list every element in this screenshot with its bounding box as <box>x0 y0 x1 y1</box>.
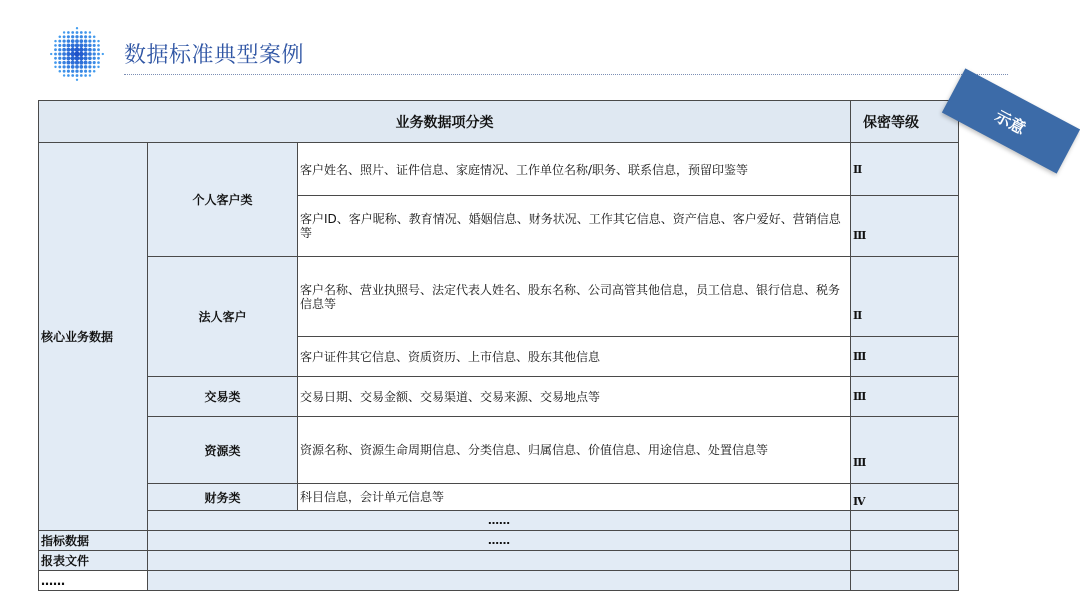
header-level: 保密等级 <box>851 101 959 143</box>
logo-dot <box>79 61 83 65</box>
group-personal: 个人客户类 <box>148 143 298 257</box>
logo-dot <box>54 44 57 47</box>
logo-dot <box>59 70 62 73</box>
logo-dot <box>79 43 83 47</box>
logo-sphere-icon <box>46 24 108 84</box>
blank-cell <box>851 531 959 551</box>
item-cell: 资源名称、资源生命周期信息、分类信息、归属信息、价值信息、用途信息、处置信息等 <box>298 417 851 484</box>
logo-dot <box>84 48 88 52</box>
logo-dot <box>97 57 100 60</box>
logo-dot <box>88 65 91 68</box>
logo-dot <box>71 39 75 43</box>
logo-dot <box>88 70 91 73</box>
level-cell: Ⅳ <box>851 484 959 511</box>
logo-dot <box>93 40 96 43</box>
logo-dot <box>63 74 65 76</box>
logo-dot <box>63 40 66 43</box>
logo-dot <box>76 31 79 34</box>
logo-dot <box>58 61 61 64</box>
logo-dot <box>59 36 62 39</box>
blank-cell <box>851 511 959 531</box>
logo-dot <box>66 43 70 47</box>
logo-dot <box>88 56 92 60</box>
logo-dot <box>88 35 91 38</box>
logo-dot <box>71 31 74 34</box>
item-cell: 科目信息，会计单元信息等 <box>298 484 851 511</box>
logo-dot <box>54 57 57 60</box>
report-files-label: 报表文件 <box>39 551 148 571</box>
logo-dot <box>67 70 70 73</box>
logo-dot <box>58 40 61 43</box>
logo-dot <box>63 35 66 38</box>
title-divider <box>124 74 1008 75</box>
logo-dot <box>70 52 75 57</box>
logo-dot <box>62 52 66 56</box>
logo-dot <box>70 47 75 52</box>
logo-dot <box>75 56 80 61</box>
logo-dot <box>66 48 70 52</box>
logo-dot <box>80 31 83 34</box>
blank-cell <box>148 571 851 591</box>
logo-dot <box>62 56 66 60</box>
logo-dot <box>71 70 74 73</box>
logo-dot <box>80 35 83 38</box>
level-cell: Ⅲ <box>851 196 959 257</box>
logo-dot <box>63 70 66 73</box>
logo-dot <box>75 39 79 43</box>
logo-dot <box>88 61 92 65</box>
logo-dot <box>84 65 88 69</box>
logo-dot <box>54 61 57 64</box>
item-cell: 客户姓名、照片、证件信息、家庭情况、工作单位名称/职务、联系信息，预留印鉴等 <box>298 143 851 196</box>
sample-badge <box>942 68 1080 173</box>
more-rows-label: …… <box>39 571 148 591</box>
logo-dot <box>79 65 83 69</box>
logo-dot <box>70 56 75 61</box>
logo-dot <box>79 47 84 52</box>
logo-dot <box>97 48 100 51</box>
level-cell: Ⅲ <box>851 337 959 377</box>
logo-dot <box>50 53 52 55</box>
indicator-ellipsis: …… <box>148 531 851 551</box>
logo-dot <box>93 36 96 39</box>
logo-dot <box>88 52 92 56</box>
logo-dot <box>93 44 96 47</box>
logo-dot <box>75 65 79 69</box>
logo-dot <box>67 39 71 43</box>
logo-dot <box>83 52 87 56</box>
logo-dot <box>76 74 79 77</box>
logo-dot <box>84 56 88 60</box>
logo-dot <box>54 40 56 42</box>
logo-dot <box>80 74 83 77</box>
blank-cell <box>148 551 851 571</box>
logo-dot <box>84 74 87 77</box>
level-cell: Ⅱ <box>851 257 959 337</box>
group-finance: 财务类 <box>148 484 298 511</box>
logo-dot <box>63 31 65 33</box>
logo-dot <box>66 61 70 65</box>
logo-dot <box>89 31 91 33</box>
logo-dot <box>71 61 75 65</box>
logo-dot <box>62 44 66 48</box>
logo-dot <box>67 65 71 69</box>
logo-dot <box>66 56 70 60</box>
level-cell: Ⅲ <box>851 417 959 484</box>
logo-dot <box>97 61 100 64</box>
indicator-data-label: 指标数据 <box>39 531 148 551</box>
blank-cell <box>851 551 959 571</box>
logo-dot <box>93 57 96 60</box>
logo-dot <box>63 65 66 68</box>
logo-dot <box>75 43 79 47</box>
logo-dot <box>67 35 70 38</box>
logo-dot <box>54 48 57 51</box>
logo-dot <box>93 48 96 51</box>
logo-dot <box>54 66 56 68</box>
logo-dot <box>84 43 88 47</box>
logo-dot <box>58 52 61 55</box>
logo-dot <box>75 60 79 64</box>
core-ellipsis: …… <box>148 511 851 531</box>
logo-dot <box>79 52 84 57</box>
item-cell: 客户ID、客户昵称、教育情况、婚姻信息、财务状况、工作其它信息、资产信息、客户爱好、营销信息等 <box>298 196 851 257</box>
logo-dot <box>97 66 99 68</box>
logo-dot <box>58 44 61 47</box>
logo-dot <box>84 39 88 43</box>
logo-dot <box>67 74 70 77</box>
logo-dot <box>75 47 80 52</box>
logo-dot <box>79 39 83 43</box>
logo-dot <box>84 35 87 38</box>
logo-dot <box>58 57 61 60</box>
data-classification-table <box>38 100 959 591</box>
logo-dot <box>102 53 104 55</box>
logo-dot <box>88 48 92 52</box>
header-category: 业务数据项分类 <box>39 101 851 143</box>
logo-dot <box>84 31 87 34</box>
logo-dot <box>67 31 70 34</box>
sample-badge-label: 示意 <box>942 68 1080 173</box>
item-cell: 客户证件其它信息、资质资历、上市信息、股东其他信息 <box>298 337 851 377</box>
logo-dot <box>58 48 61 51</box>
logo-dot <box>88 44 92 48</box>
group-resource: 资源类 <box>148 417 298 484</box>
group-transaction: 交易类 <box>148 377 298 417</box>
logo-dot <box>75 35 78 38</box>
logo-dot <box>84 70 87 73</box>
logo-dot <box>93 61 96 64</box>
logo-dot <box>62 61 66 65</box>
logo-dot <box>97 44 100 47</box>
logo-dot <box>80 70 83 73</box>
logo-dot <box>97 40 99 42</box>
core-business-label: 核心业务数据 <box>39 143 148 531</box>
logo-dot <box>76 27 78 29</box>
level-cell: Ⅱ <box>851 143 959 196</box>
level-cell: Ⅲ <box>851 377 959 417</box>
group-corporate: 法人客户 <box>148 257 298 377</box>
logo-dot <box>71 65 75 69</box>
logo-dot <box>54 53 57 56</box>
logo-dot <box>75 70 78 73</box>
logo-dot <box>71 43 75 47</box>
item-cell: 客户名称、营业执照号、法定代表人姓名、股东名称、公司高管其他信息，员工信息、银行信息、税务信息等 <box>298 257 851 337</box>
logo-dot <box>88 40 91 43</box>
logo-dot <box>79 56 84 61</box>
blank-cell <box>851 571 959 591</box>
logo-dot <box>93 70 96 73</box>
logo-dot <box>93 65 96 68</box>
logo-dot <box>66 52 70 56</box>
logo-dot <box>93 52 96 55</box>
logo-dot <box>76 79 78 81</box>
logo-dot <box>58 65 61 68</box>
logo-dot <box>71 74 74 77</box>
item-cell: 交易日期、交易金额、交易渠道、交易来源、交易地点等 <box>298 377 851 417</box>
logo-dot <box>89 74 91 76</box>
logo-dot <box>71 35 74 38</box>
logo-dot <box>74 51 79 56</box>
page-title: 数据标准典型案例 <box>124 43 305 68</box>
logo-dot <box>84 61 88 65</box>
logo-dot <box>97 53 100 56</box>
logo-dot <box>62 48 66 52</box>
